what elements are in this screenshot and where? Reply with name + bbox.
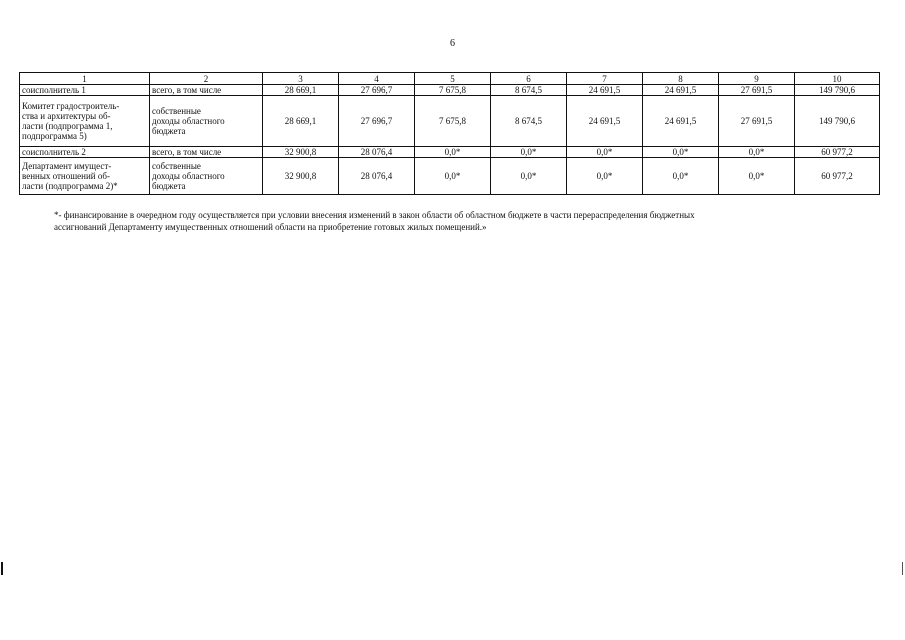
funding-source-line: собственные	[152, 106, 201, 116]
value-cell: 28 669,1	[263, 85, 339, 96]
executor-line: подпрограмма 5)	[22, 131, 87, 141]
value-cell: 0,0*	[719, 158, 795, 195]
executor-line: ства и архитектуры об-	[22, 111, 111, 121]
value-cell: 28 076,4	[339, 147, 415, 158]
header-cell: 7	[567, 73, 643, 85]
scan-edge-mark	[1, 562, 3, 575]
total-value-cell: 149 790,6	[795, 85, 880, 96]
header-cell: 2	[150, 73, 263, 85]
executor-line: Комитет градостроитель-	[22, 101, 120, 111]
header-cell: 4	[339, 73, 415, 85]
value-cell: 32 900,8	[263, 158, 339, 195]
value-cell: 0,0*	[567, 158, 643, 195]
table-row	[20, 147, 880, 158]
executor-line: ласти (подпрограмма 2)*	[22, 181, 118, 191]
executor-cell	[20, 96, 150, 147]
value-cell: 0,0*	[567, 147, 643, 158]
header-cell: 9	[719, 73, 795, 85]
value-cell: 0,0*	[415, 158, 491, 195]
value-cell: 0,0*	[415, 147, 491, 158]
value-cell: 28 669,1	[263, 96, 339, 147]
funding-source-line: собственные	[152, 161, 201, 171]
header-cell: 8	[643, 73, 719, 85]
value-cell: 27 696,7	[339, 85, 415, 96]
scan-edge-mark	[902, 562, 903, 575]
value-cell: 0,0*	[719, 147, 795, 158]
funding-source-line: доходы областного	[152, 171, 225, 181]
value-cell: 0,0*	[643, 147, 719, 158]
header-cell: 3	[263, 73, 339, 85]
value-cell: 24 691,5	[567, 96, 643, 147]
value-cell: 0,0*	[491, 147, 567, 158]
table-row	[20, 85, 880, 96]
footnote-line: ассигнований Департаменту имущественных отношений области на приобретение готовых жилых помещений.»	[54, 222, 487, 232]
footnote-line: *- финансирование в очередном году осуществляется при условии внесения изменений в закон области об областном бюджете в части перераспределения бюджетных	[54, 210, 695, 220]
page-number: 6	[450, 38, 455, 49]
value-cell: 24 691,5	[643, 96, 719, 147]
executor-line: венных отношений об-	[22, 171, 110, 181]
value-cell: 8 674,5	[491, 96, 567, 147]
funding-source-cell: всего, в том числе	[150, 147, 263, 158]
budget-table	[19, 72, 880, 195]
funding-source-cell	[150, 158, 263, 195]
total-value-cell: 60 977,2	[795, 147, 880, 158]
executor-cell: соисполнитель 2	[20, 147, 150, 158]
value-cell: 24 691,5	[643, 85, 719, 96]
header-cell: 5	[415, 73, 491, 85]
value-cell: 32 900,8	[263, 147, 339, 158]
value-cell: 27 691,5	[719, 85, 795, 96]
table-row	[20, 158, 880, 195]
header-cell: 10	[795, 73, 880, 85]
total-value-cell: 60 977,2	[795, 158, 880, 195]
executor-line: ласти (подпрограмма 1,	[22, 121, 113, 131]
value-cell: 27 696,7	[339, 96, 415, 147]
value-cell: 8 674,5	[491, 85, 567, 96]
executor-line: Департамент имущест-	[22, 161, 112, 171]
funding-source-line: доходы областного	[152, 116, 225, 126]
header-cell: 6	[491, 73, 567, 85]
value-cell: 27 691,5	[719, 96, 795, 147]
header-row	[20, 73, 880, 85]
value-cell: 7 675,8	[415, 85, 491, 96]
total-value-cell: 149 790,6	[795, 96, 880, 147]
value-cell: 0,0*	[643, 158, 719, 195]
value-cell: 7 675,8	[415, 96, 491, 147]
funding-source-cell	[150, 96, 263, 147]
executor-cell	[20, 158, 150, 195]
funding-source-cell: всего, в том числе	[150, 85, 263, 96]
value-cell: 24 691,5	[567, 85, 643, 96]
funding-source-line: бюджета	[152, 181, 186, 191]
table-row	[20, 96, 880, 147]
value-cell: 28 076,4	[339, 158, 415, 195]
executor-cell: соисполнитель 1	[20, 85, 150, 96]
header-cell: 1	[20, 73, 150, 85]
value-cell: 0,0*	[491, 158, 567, 195]
footnote	[54, 209, 854, 233]
funding-source-line: бюджета	[152, 126, 186, 136]
